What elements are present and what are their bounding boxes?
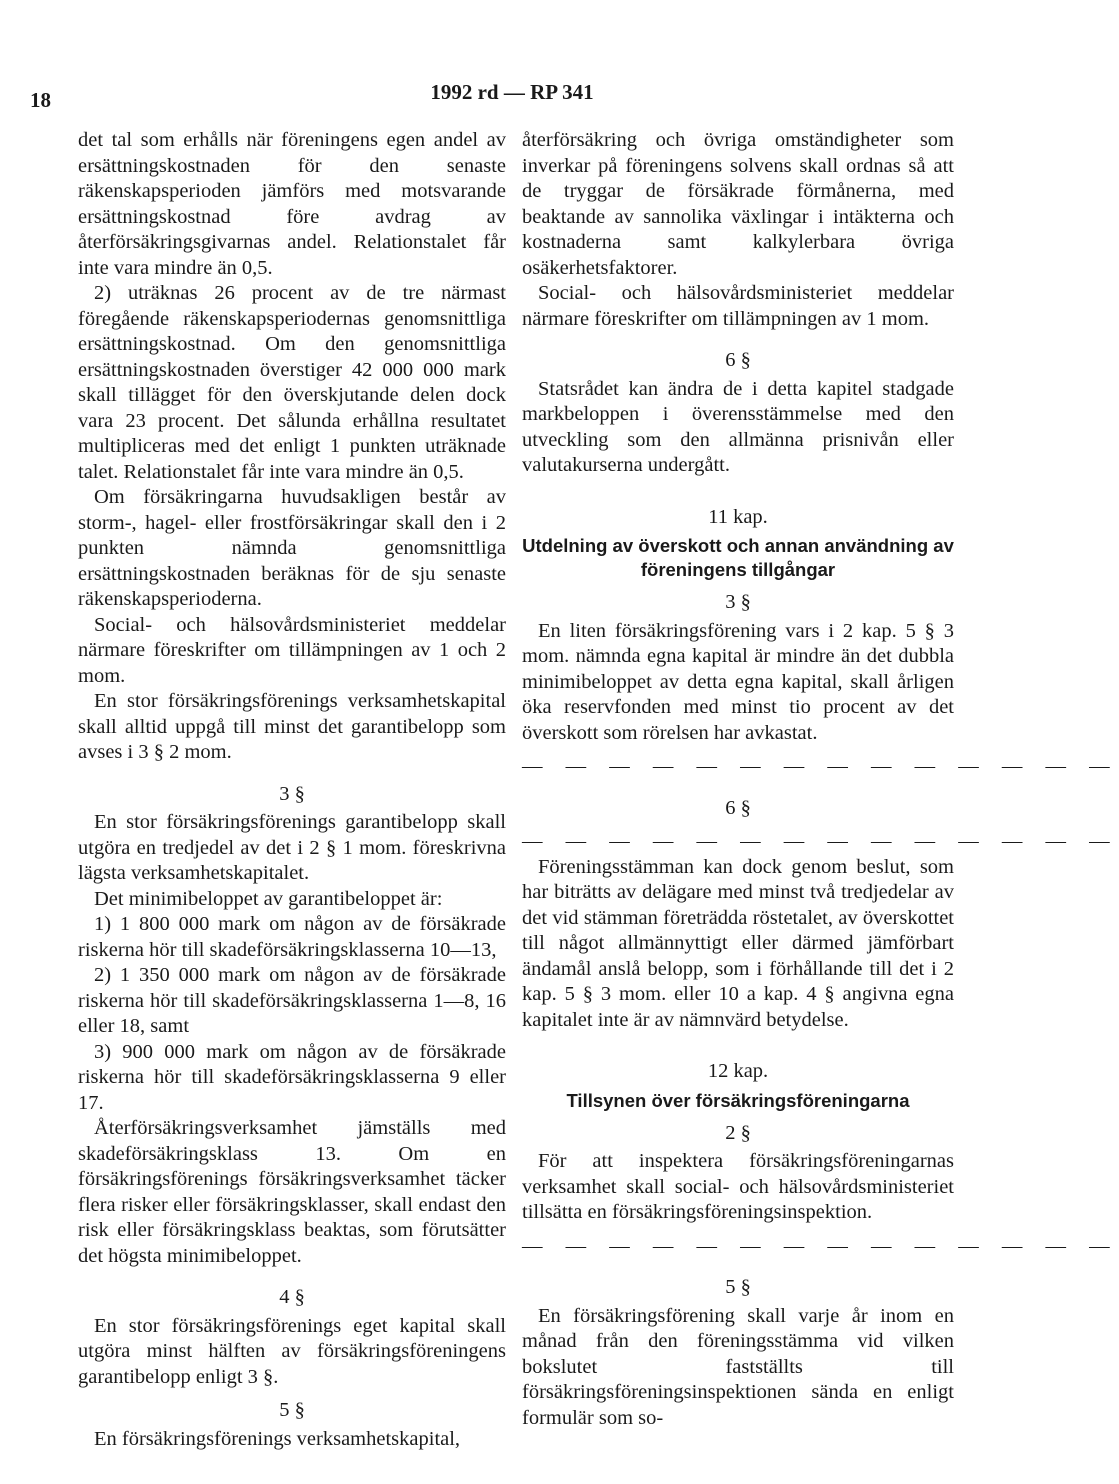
paragraph: Social- och hälsovårdsministeriet meddelar närmare föreskrifter om tillämpningen av 1 och 2 mom.	[78, 613, 506, 687]
paragraph: Om försäkringarna huvudsakligen består av storm-, hagel- eller frostförsäkringar skall den i 2 punkten nämnda genomsnittliga ersättningskostnaden beräknas för de sju senaste räkenskapsperioderna.	[78, 486, 506, 610]
paragraph: Det minimibeloppet av garantibeloppet är:	[94, 887, 443, 910]
paragraph: det tal som erhålls när föreningens egen andel av ersättningskostnaden för den senaste räkenskapsperioden jämförs med motsvarande ersättningskostnad före avdrag av återförsäkringsgivarnas andel. Relationstalet får inte vara mindre än 0,5.	[78, 129, 506, 279]
paragraph: Föreningsstämman kan dock genom beslut, som har biträtts av delägare med minst två tredjedelar av det vid stämman företrädda röstetalet, av överskottet till något allmännyttigt eller därmed jämförbart ändamål anslå belopp, som i förhållande till det i 2 kap. 5 § 3 mom. eller 10 a kap. 4 § angivna egna kapitalet inte är av nämnvärd betydelse.	[522, 855, 954, 1031]
chapter-title: Utdelning av överskott och annan användning av föreningens tillgångar	[522, 535, 954, 580]
right-column	[522, 128, 1119, 1431]
list-item: 2) 1 350 000 mark om någon av de försäkrade riskerna hör till skadeförsäkringsklasserna 1—8, 16 eller 18, samt	[78, 964, 506, 1037]
page-number: 18	[30, 88, 51, 112]
list-item: 3) 900 000 mark om någon av de försäkrade riskerna hör till skadeförsäkringsklasserna 9 eller 17.	[78, 1040, 506, 1114]
omission-line: — — — — — — — — — — — — — —	[522, 830, 1119, 852]
section-heading: 3 §	[279, 782, 305, 805]
paragraph: Återförsäkringsverksamhet jämställs med skadeförsäkringsklass 13. Om en försäkringsförenings försäkringsverksamhet täcker flera risker eller försäkringsklasser, skall endast den risk eller försäkringsklass beaktas, som förutsätter det högsta minimibeloppet.	[78, 1117, 506, 1267]
running-header: 1992 rd — RP 341	[430, 80, 594, 104]
omission-line: — — — — — — — — — — — — — —	[522, 755, 1119, 777]
section-heading: 4 §	[279, 1286, 305, 1308]
paragraph: Statsrådet kan ändra de i detta kapitel stadgade markbeloppen i överensstämmelse med den utveckling som den allmänna prisnivån eller valutakurserna undergått.	[522, 377, 954, 476]
paragraph: återförsäkring och övriga omständigheter som inverkar på föreningens solvens skall ordnas så att de tryggar de försäkrade förmånerna, med beaktande av sannolika växlingar i intäkterna och kostnaderna samt kalkylerbara övriga osäkerhetsfaktorer.	[522, 129, 954, 279]
section-heading: 5 §	[725, 1276, 751, 1298]
paragraph: En försäkringsförenings verksamhetskapital,	[94, 1427, 461, 1450]
paragraph: En stor försäkringsförenings garantibelopp skall utgöra en tredjedel av det i 2 § 1 mom. föreskrivna lägsta verksamhetskapitalet.	[78, 811, 506, 884]
paragraph: Social- och hälsovårdsministeriet meddelar närmare föreskrifter om tillämpningen av 1 mom.	[522, 282, 954, 330]
paragraph: En försäkringsförening skall varje år inom en månad från den föreningsstämma vid vilken bokslutet fastställts till försäkringsföreningsinspektionen sända en enligt formulär som so-	[522, 1304, 954, 1429]
section-heading: 6 §	[725, 796, 751, 819]
left-column	[78, 128, 506, 1452]
omission-line: — — — — — — — — — — — — — —	[522, 1234, 1119, 1257]
section-heading: 6 §	[725, 349, 751, 371]
paragraph: En stor försäkringsförenings verksamhetskapital skall alltid uppgå till minst det garantibelopp som avses i 3 § 2 mom.	[78, 690, 506, 763]
paragraph: För att inspektera försäkringsföreningarnas verksamhet skall social- och hälsovårdsministeriet tillsätta en försäkringsföreningsinspektion.	[522, 1150, 954, 1223]
section-heading: 5 §	[279, 1399, 305, 1421]
paragraph: En stor försäkringsförenings eget kapital skall utgöra minst hälften av försäkringsföreningens garantibelopp enligt 3 §.	[78, 1314, 506, 1388]
chapter-heading: 12 kap.	[707, 1060, 769, 1082]
section-heading: 2 §	[725, 1121, 751, 1144]
paragraph: En liten försäkringsförening vars i 2 kap. 5 § 3 mom. nämnda egna kapital är mindre än det dubbla minimibeloppet av detta egna kapital, skall årligen öka reservfonden med minst tio procent av det överskott som rörelsen har avkastat.	[522, 619, 954, 744]
list-item: 1) 1 800 000 mark om någon av de försäkrade riskerna hör till skadeförsäkringsklasserna 10—13,	[78, 913, 506, 961]
chapter-title: Tillsynen över försäkringsföreningarna	[566, 1089, 910, 1111]
paragraph: 2) uträknas 26 procent av de tre närmast föregående räkenskapsperiodernas genomsnittliga ersättningskostnad. Om den genomsnittliga ersättningskostnaden överstiger 42 000 000 mark skall tillägget för den överskjutande delen dock vara 23 procent. Det sålunda erhållna resultatet multipliceras med det enligt 1 punkten uträknade talet. Relationstalet får inte vara mindre än 0,5.	[78, 282, 506, 483]
section-heading: 3 §	[725, 591, 751, 613]
chapter-heading: 11 kap.	[708, 505, 768, 528]
